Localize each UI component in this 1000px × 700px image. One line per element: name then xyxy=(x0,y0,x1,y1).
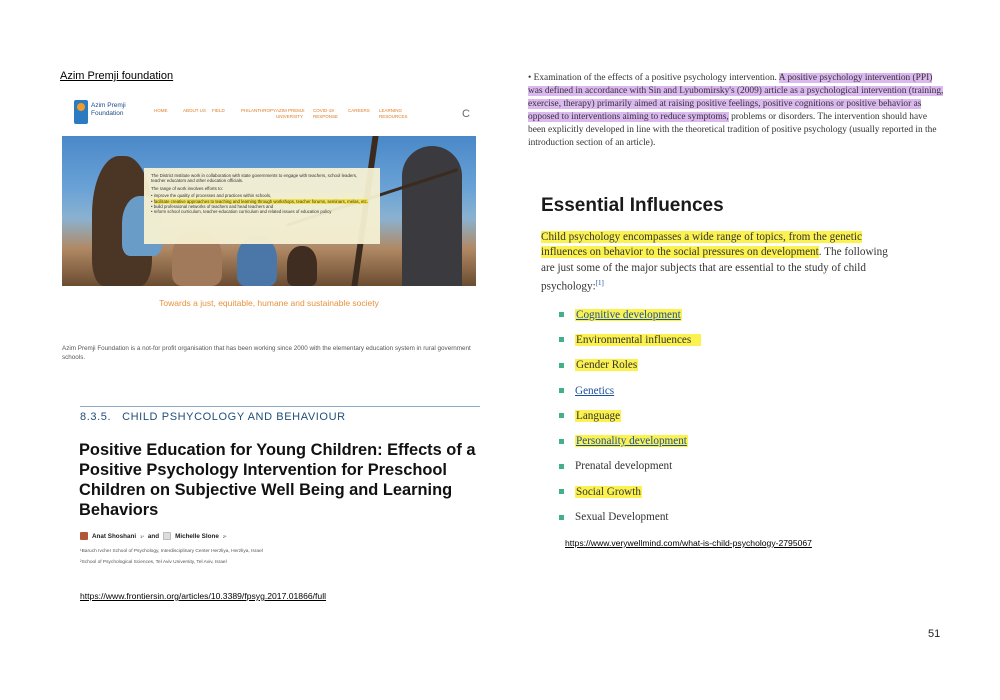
list-item xyxy=(559,504,701,529)
hero-info-box xyxy=(144,168,380,244)
list-item: • facilitate creative approaches to teaching and learning through workshops, teacher forums, seminars, melas, etc. xyxy=(151,199,373,204)
topics-list xyxy=(559,302,701,530)
topic-text: Language xyxy=(576,409,621,422)
affiliation: ²School of Psychological Sciences, Tel Aviv University, Tel Aviv, Israel xyxy=(80,560,227,565)
topic-link[interactable]: Personality development xyxy=(576,435,687,448)
hero-sub-text: The range of work involves efforts to: xyxy=(151,185,223,191)
menu-item-field: FIELD xyxy=(212,108,225,113)
list-item xyxy=(559,327,701,352)
author-name: Michelle Slone xyxy=(175,532,219,540)
topic-link[interactable]: Cognitive development xyxy=(576,308,681,321)
menu-item-home: HOME xyxy=(154,108,168,113)
bullet-icon xyxy=(559,413,564,418)
essential-influences-heading: Essential Influences xyxy=(541,195,724,216)
menu-item-learning: LEARNING RESOURCES xyxy=(379,108,408,119)
bullet-icon xyxy=(559,312,564,317)
bullet-icon xyxy=(559,515,564,520)
essential-influences-paragraph: Child psychology encompasses a wide range of topics, from the genetic influences on behavior to the social pressures on development. The following are just some of the major subjects that are essential to the study of child psychology:[1] xyxy=(541,231,888,293)
list-item xyxy=(559,454,701,479)
topic-text: Environmental influences xyxy=(575,334,701,346)
hero-list xyxy=(151,193,373,215)
menu-item-careers: CAREERS xyxy=(348,108,370,113)
site-description: Azim Premji Foundation is a not-for profit organisation that has been working since 2000 with the elementary education system in rural government schools. xyxy=(62,345,471,361)
bullet-icon xyxy=(559,388,564,393)
topic-text: Social Growth xyxy=(576,485,641,498)
topic-text: Prenatal development xyxy=(575,460,673,473)
list-item xyxy=(559,479,701,504)
list-item xyxy=(559,428,701,453)
azim-premji-website-screenshot xyxy=(62,94,476,376)
list-item: • reform school curriculum, teacher-education curriculum and related issues of education policy xyxy=(151,209,373,214)
author-avatar xyxy=(163,532,171,540)
refresh-icon: C xyxy=(462,108,470,120)
list-item: • build professional networks of teachers and head teachers and xyxy=(151,204,373,209)
bullet-icon xyxy=(559,363,564,368)
menu-item-university: AZIM PREMJI UNIVERSITY xyxy=(276,108,305,119)
list-item: • improve the quality of processes and practices within schools, xyxy=(151,193,373,198)
menu-item-covid: COVID-19 RESPONSE xyxy=(313,108,339,119)
frontiers-article-link[interactable]: https://www.frontiersin.org/articles/10.3389/fpsyg.2017.01866/full xyxy=(80,591,327,601)
paper-title: Positive Education for Young Children: Effects of a Positive Psychology Intervention for Preschool Children on Subjective Well Being and Learning Behaviors xyxy=(79,441,476,519)
site-logo xyxy=(74,100,132,126)
topic-link[interactable]: Genetics xyxy=(575,384,615,397)
bullet-icon xyxy=(559,337,564,342)
paper-authors: Anat Shoshani 1* and Michelle Slone 2* xyxy=(80,532,227,540)
page-number: 51 xyxy=(928,628,941,640)
ppi-highlight: A positive psychology intervention (PPI) was defined in accordance with Sin and Lyubomirsky's (2009) article as a psychological intervention (training, exercise, therapy) primarily aimed at raising positive feelings, positive cognitions or positive behavior as opposed to interventions aiming to reduce symptoms, xyxy=(528,73,944,122)
menu-item-philanthropy: PHILANTHROPY xyxy=(241,108,277,113)
list-item xyxy=(559,403,701,428)
ppi-definition-paragraph: • Examination of the effects of a positive psychology intervention. A positive psychology intervention (PPI) was defined in accordance with Sin and Lyubomirsky's (2009) article as a psychological intervention (training, exercise, therapy) primarily aimed at raising positive feelings, positive cognitions or positive behavior as opposed to interventions aiming to reduce symptoms, problems or disorders. The intervention should have been explicitly developed in line with the theoretical tradition of positive psychology (usually reported in the introduction section of an article). xyxy=(528,73,944,148)
hero-photo xyxy=(62,136,476,286)
section-heading: 8.3.5. CHILD PSHYCOLOGY AND BEHAVIOUR xyxy=(80,411,346,423)
section-divider xyxy=(80,406,480,407)
reference-link[interactable]: [1] xyxy=(595,278,604,287)
azim-premji-title-link[interactable]: Azim Premji foundation xyxy=(60,70,174,82)
topic-text: Gender Roles xyxy=(576,359,638,372)
bullet-icon xyxy=(559,464,564,469)
site-tagline: Towards a just, equitable, humane and sustainable society xyxy=(159,298,379,308)
list-item xyxy=(559,378,701,403)
affiliation: ¹Baruch Ivcher School of Psychology, Interdisciplinary Center Herzliya, Herzliya, Israel xyxy=(80,549,263,554)
menu-item-about: ABOUT US xyxy=(183,108,206,113)
author-name: Anat Shoshani xyxy=(92,532,137,540)
bullet-icon xyxy=(559,489,564,494)
verywellmind-link[interactable]: https://www.verywellmind.com/what-is-child-psychology-2795067 xyxy=(565,538,812,548)
site-menu xyxy=(154,108,454,120)
bullet-icon xyxy=(559,439,564,444)
list-item xyxy=(559,353,701,378)
paragraph-highlight: Child psychology encompasses a wide range of topics, from the genetic influences on behavior to the social pressures on development xyxy=(541,231,862,259)
logo-text: Azim Premji Foundation xyxy=(91,102,126,117)
site-navbar xyxy=(62,94,476,134)
and-text: and xyxy=(147,532,160,540)
topic-text: Sexual Development xyxy=(575,511,669,524)
author-avatar xyxy=(80,532,88,540)
list-item xyxy=(559,302,701,327)
hero-intro-text: The District Institute work in collaboration with state governments to engage with teachers, school leaders, teacher educators and other education officials. xyxy=(151,173,358,184)
